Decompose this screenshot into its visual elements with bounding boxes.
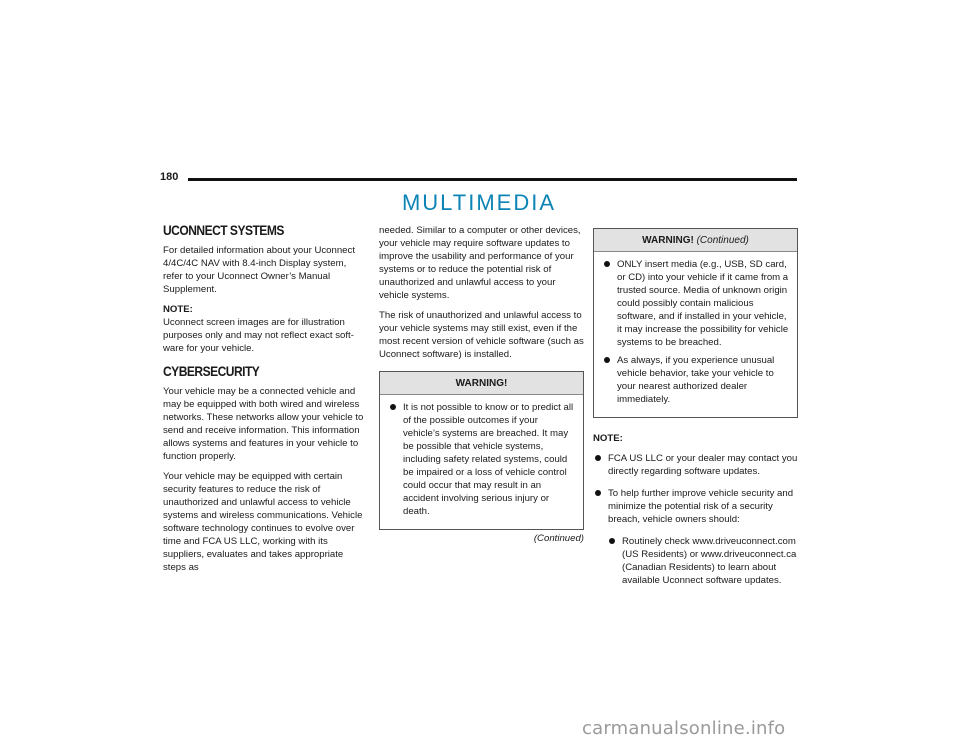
note-bullet-text: FCA US LLC or your dealer may contact you directly regarding software updates.	[608, 453, 798, 477]
cyber-paragraph-1: Your vehicle may be a connected vehicle and may be equipped with both wired and wireless networks. These networks allow your vehicle to send and receive information. This information allows systems and features in your vehicle to function properly.	[163, 386, 364, 462]
warning-continued-label: WARNING!	[642, 235, 694, 246]
warning-continued-bullet-text: As always, if you experience unusual vehicle behavior, take your vehicle to your nearest authorized dealer immediately.	[617, 355, 775, 405]
note-label: NOTE:	[163, 304, 193, 315]
warning-bullet-text: It is not possible to know or to predict all of the possible outcomes if your vehicle’s systems are breached. It may be possible that vehicle systems, including safety related systems, could be impaired or a loss of vehicle control could occur that may result in an accident involving serious injury or death.	[403, 402, 574, 517]
note-block	[163, 303, 368, 355]
warning-continued-bullet-1	[602, 258, 789, 349]
warning-continued-bullet-text: ONLY insert media (e.g., USB, SD card, or CD) into your vehicle if it came from a trusted source. Media of unknown origin could possibly contain malicious software, and if installed in your vehicle, it may increase the possibility for vehicle systems to be breached.	[617, 259, 789, 348]
bullet-dot-icon	[604, 357, 610, 363]
bullet-dot-icon	[390, 404, 396, 410]
note-sub-bullet	[607, 535, 798, 587]
warning-continued-suffix: (Continued)	[696, 235, 749, 246]
bullet-dot-icon	[595, 490, 601, 496]
heading-uconnect-systems: UCONNECT SYSTEMS	[163, 222, 284, 238]
warning-body	[380, 395, 583, 529]
note-bullet-2	[593, 487, 798, 526]
warning-box	[379, 371, 584, 530]
bullet-dot-icon	[609, 538, 615, 544]
uconnect-paragraph: For detailed information about your Uconnect 4/4C/4C NAV with 8.4-inch Display system, refer to your Uconnect Owner’s Manual Supplement.	[163, 245, 355, 295]
left-column	[163, 224, 368, 581]
note-text: Uconnect screen images are for illustration purposes only and may not reflect exact soft-ware for your vehicle.	[163, 317, 354, 354]
continued-label: (Continued)	[533, 533, 584, 544]
warning-title: WARNING!	[380, 372, 583, 395]
warning-continued-bullet-2	[602, 354, 789, 406]
warning-continued-body	[594, 252, 797, 417]
middle-column	[379, 224, 584, 545]
heading-cybersecurity: CYBERSECURITY	[163, 363, 260, 379]
warning-continued-box	[593, 228, 798, 418]
middle-paragraph-1: needed. Similar to a computer or other devices, your vehicle may require software updates to improve the usability and performance of your systems or to reduce the potential risk of unauthorized and unlawful access to your vehicle systems.	[379, 225, 581, 301]
cyber-paragraph-2: Your vehicle may be equipped with certain security features to reduce the risk of unauthorized and unlawful access to vehicle systems and wireless communications. Vehicle software technology continues to evolve over time and FCA US LLC, working with its suppliers, evaluates and takes appropriate steps as	[163, 471, 363, 573]
warning-continued-title	[594, 229, 797, 252]
note-sub-bullet-text: Routinely check www.driveuconnect.com (US Residents) or www.driveuconnect.ca (Canadian Residents) to learn about available Uconnect software updates.	[622, 536, 797, 586]
bullet-dot-icon	[604, 261, 610, 267]
header-rule	[188, 178, 797, 181]
note-bullet-1	[593, 452, 798, 478]
page-number: 180	[160, 171, 179, 183]
middle-paragraph-2: The risk of unauthorized and unlawful access to your vehicle systems may still exist, even if the most recent version of vehicle software (such as Uconnect software) is installed.	[379, 310, 584, 360]
chapter-title: MULTIMEDIA	[401, 190, 557, 215]
bullet-dot-icon	[595, 455, 601, 461]
watermark: carmanualsonline.info	[582, 718, 786, 739]
warning-bullet	[388, 401, 575, 518]
note-bullet-text: To help further improve vehicle security and minimize the potential risk of a security breach, vehicle owners should:	[608, 488, 794, 525]
note-label-right: NOTE:	[593, 433, 623, 444]
right-column	[593, 228, 798, 592]
